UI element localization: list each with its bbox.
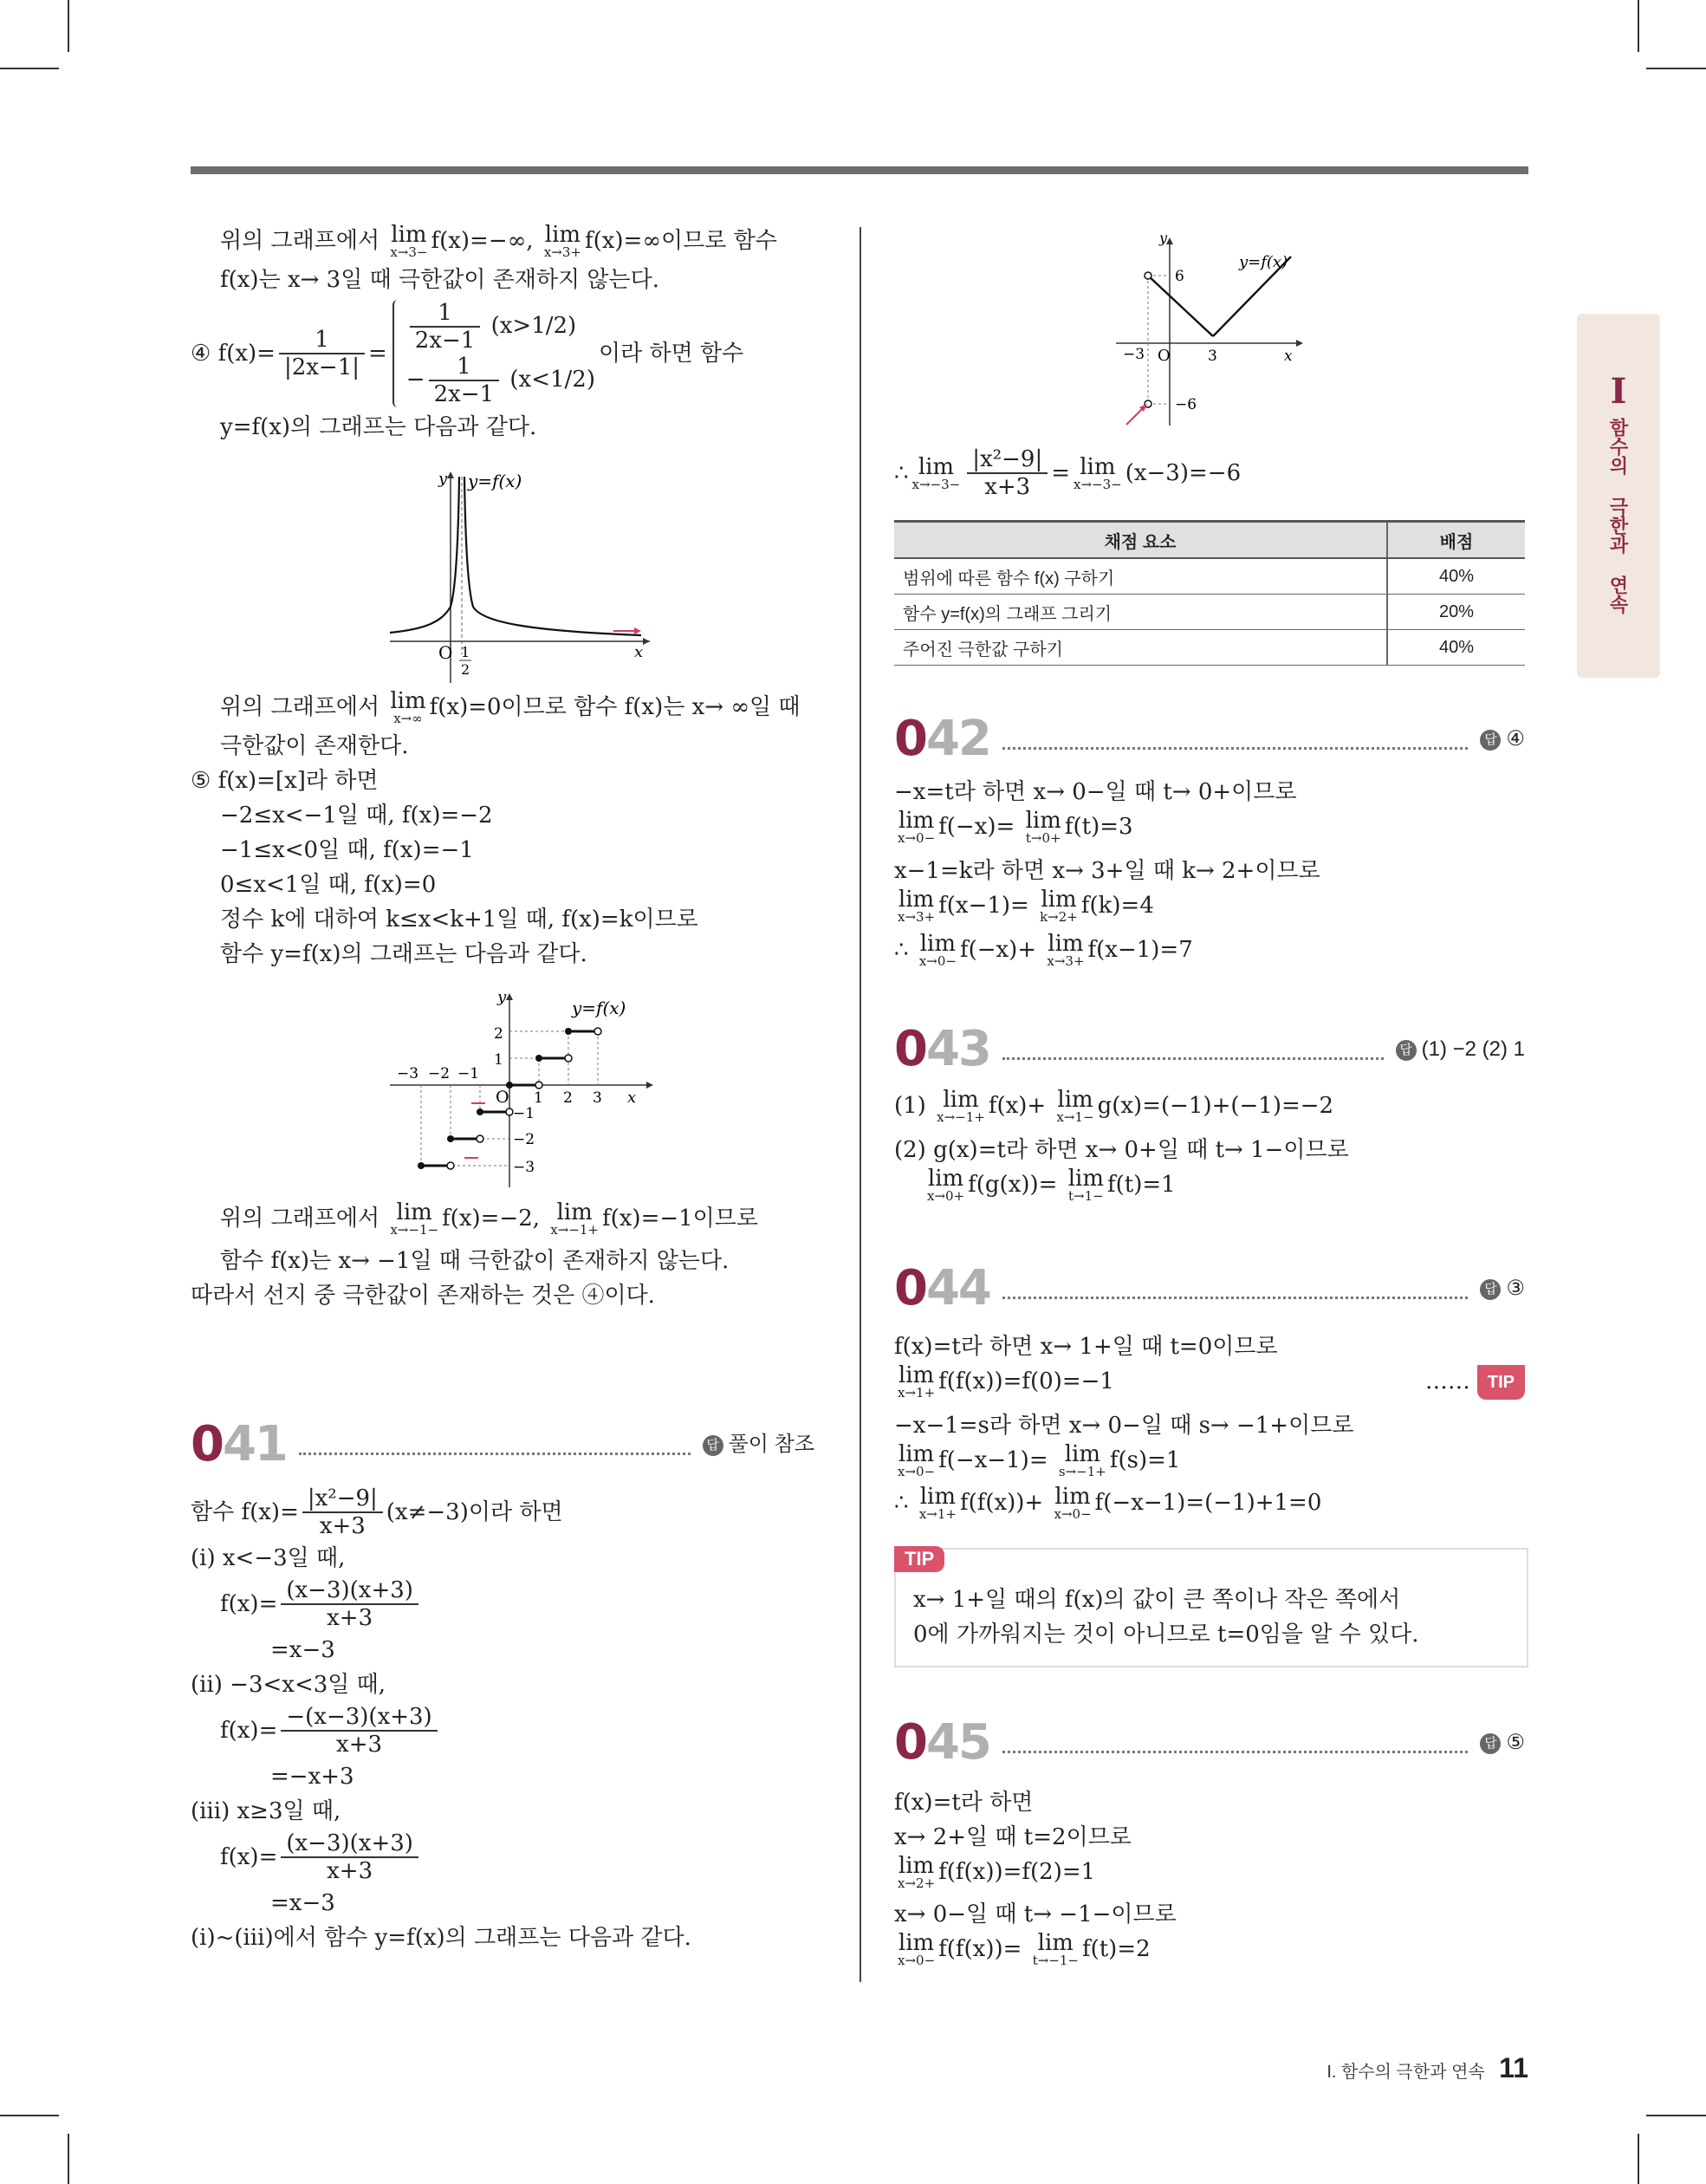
text-line: =x−3 [270,1637,335,1663]
ytick: 6 [1175,268,1184,285]
row-item: 범위에 따른 함수 f(x) 구하기 [894,558,1387,595]
problem-041 [191,1414,814,1955]
tip-content [913,1583,1511,1652]
text-line: (ⅱ) −3<x<3일 때, [191,1672,386,1698]
x-axis-arrow [1296,340,1303,347]
text-line: lim x→0+ f(g(x))= lim t→1− f(t)=1 [927,1166,1176,1204]
xtick: 3 [593,1089,602,1107]
leader-dots [1002,1751,1469,1753]
crop-mark [1646,2115,1706,2116]
text-line: f(x)= $\frac{-(x-3)(x+3)}{x+3}$ [191,1702,814,1759]
curve-left [390,477,459,633]
text-line: x→ 1+일 때의 f(x)의 값이 큰 쪽이나 작은 쪽에서 [913,1587,1401,1613]
guides [1148,276,1170,404]
text-line: ⑤ f(x)=[x]라 하면 [191,768,379,794]
xtick: 1 [534,1089,543,1107]
text-line: lim x→1+ f(f(x))=f(0)=−1 …… TIP [894,1364,1525,1400]
problem-header [894,709,1525,770]
y-label: y [438,470,448,488]
crop-mark [1638,2134,1639,2184]
ytick: 2 [494,1025,503,1043]
text-line: (2) g(x)=t라 하면 x→ 0+일 때 t→ 1−이므로 [894,1137,1349,1163]
answer: 답 ④ [1480,722,1525,757]
text-line: 위의 그래프에서 lim x→∞ f(x)=0이므로 함수 f(x)는 x→ ∞일 때 [220,688,801,726]
text-line: 0에 가까워지는 것이 아니므로 t=0임을 알 수 있다. [913,1622,1419,1648]
x-axis-arrow [646,1082,653,1089]
text-line: −x=t라 하면 x→ 0−일 때 t→ 0+이므로 [894,779,1297,805]
y-axis-arrow [447,471,454,478]
text-line: f(x)=t라 하면 x→ 1+일 때 t=0이므로 [894,1334,1278,1360]
text-line: −2≤x<−1일 때, f(x)=−2 [220,803,493,829]
text-line: lim x→0− f(−x−1)= lim s→−1+ f(s)=1 [898,1441,1181,1479]
top-rule [191,166,1528,174]
chapter-side-tab [1577,314,1660,678]
text-line: lim x→0− f(−x)= lim t→0+ f(t)=3 [898,808,1133,846]
answer-icon: 답 [1480,1733,1501,1754]
x-label: x [1284,348,1293,365]
x-label: x [634,643,644,661]
curve-right [464,477,641,635]
problem-number: 044 [894,1260,990,1316]
xtick: 3 [1208,348,1217,365]
y-axis-arrow [506,993,513,1000]
text-line: f(x)는 x→ 3일 때 극한값이 존재하지 않는다. [220,267,660,293]
text-line: 따라서 선지 중 극한값이 존재하는 것은 ④이다. [191,1283,655,1309]
table-row [894,630,1525,666]
chapter-roman: I [1610,371,1627,412]
curve-label: y=f(x) [468,471,522,491]
chapter-title-vertical: 함수의 극한과 연속 [1607,418,1629,614]
item-4: ④ f(x)= $\frac{1}{|2x-1|}$ = $\frac{1}{2x-1}$ (x>1/2) − $\frac{1}{2x-1}$ (x<1/2) 이라 하면 함수 [191,300,744,407]
answer: 답 (1) −2 (2) 1 [1396,1032,1525,1067]
scoring-table [894,520,1525,666]
half-num: 1 [461,644,470,660]
text-line: x−1=k라 하면 x→ 3+일 때 k→ 2+이므로 [894,858,1320,884]
text-line: =x−3 [270,1890,335,1916]
problem-header [894,1019,1525,1080]
answer: 답 ③ [1480,1271,1525,1306]
text-line: ∴ lim x→1+ f(f(x))+ lim x→0− f(−x−1)=(−1)+1=0 [894,1484,1322,1522]
xtick: −1 [457,1065,480,1082]
curve-label: y=f(x) [572,998,626,1018]
text-line: −x−1=s라 하면 x→ 0−일 때 s→ −1+이므로 [894,1413,1354,1439]
problem-header [191,1414,814,1475]
limit-arrowhead [634,627,641,634]
text-line: 위의 그래프에서 lim x→−1− f(x)=−2, lim x→−1+ f(x)=−1이므로 [220,1199,759,1238]
text-line: f(x)=t라 하면 [894,1790,1034,1816]
text-line: y=f(x)의 그래프는 다음과 같다. [220,414,537,440]
text-line: x→ 0−일 때 t→ −1−이므로 [894,1901,1177,1927]
row-item: 주어진 극한값 구하기 [894,630,1387,666]
ytick: −6 [1175,396,1197,413]
problem-header [894,1713,1525,1773]
text-line: 정수 k에 대하여 k≤x<k+1일 때, f(x)=k이므로 [220,907,698,933]
problem-number: 045 [894,1714,990,1771]
crop-mark [0,68,59,69]
answer: 답 ⑤ [1480,1726,1525,1760]
column-divider [859,227,861,1982]
problem-number: 041 [191,1416,287,1472]
text-line: −1≤x<0일 때, f(x)=−1 [220,837,474,863]
p041-conclusion [894,445,1518,501]
text-line: lim x→2+ f(f(x))=f(2)=1 [898,1853,1096,1891]
problem-044 [894,1258,1525,1521]
crop-mark [1646,68,1706,69]
text-line: (ⅰ)~(ⅲ)에서 함수 y=f(x)의 그래프는 다음과 같다. [191,1925,691,1951]
leader-dots [1002,1057,1384,1060]
x-label: x [627,1089,637,1107]
crop-mark [68,2134,69,2184]
problem-number: 042 [894,711,990,767]
page-footer [1327,2052,1528,2084]
origin-label: O [496,1088,509,1107]
text-line: 0≤x<1일 때, f(x)=0 [220,872,437,898]
text-line: ∴ lim x→−3− $\frac{\text{|x²−9|}}{x+3}$ = lim x→−3− (x−3)=−6 [894,446,1242,500]
tip-badge: TIP [1477,1365,1525,1400]
row-point: 40% [1387,558,1525,595]
text-line: (1) lim x→−1+ f(x)+ lim x→1− g(x)=(−1)+(−1)=−2 [894,1087,1334,1125]
problem-header [894,1258,1525,1319]
table-header [894,522,1525,559]
problem-045 [894,1713,1525,1967]
xtick: −2 [428,1065,451,1082]
y-label: y [497,988,507,1006]
crop-mark [1638,0,1639,52]
limit-arrow [1126,407,1144,425]
answer-icon: 답 [703,1435,723,1456]
ytick: 1 [494,1051,503,1069]
page-number: 11 [1499,2052,1528,2083]
left-column [191,224,832,445]
text-line: lim x→3+ f(x−1)= lim k→2+ f(k)=4 [898,887,1154,925]
row-point: 40% [1387,630,1525,666]
text-line: 함수 f(x)= $\frac{\text{|x²−9|}}{x+3}$ (x≠−3)이라 하면 [191,1485,563,1539]
x-axis-arrow [643,638,650,645]
text-line: (ⅰ) x<−3일 때, [191,1545,346,1571]
text-line: (ⅲ) x≥3일 때, [191,1798,341,1824]
xtick: −3 [397,1065,419,1082]
origin-label: O [1158,347,1171,365]
text-line: x→ 2+일 때 t=2이므로 [894,1824,1132,1850]
left-column-2 [191,690,832,972]
graph-041 [1109,231,1317,430]
problem-number: 043 [894,1021,990,1077]
graph-floor [381,988,667,1196]
y-axis-arrow [1166,237,1173,244]
row-item: 함수 y=f(x)의 그래프 그리기 [894,595,1387,630]
problem-043 [894,1019,1525,1203]
answer-icon: 답 [1480,1279,1501,1300]
text-line: 극한값이 존재한다. [220,733,409,759]
text-line: lim x→0− f(f(x))= lim t→−1− f(t)=2 [898,1930,1151,1968]
curve-label: y=f(x) [1239,253,1288,271]
text-line: f(x)= $\frac{(x-3)(x+3)}{x+3}$ [191,1829,814,1886]
row-point: 20% [1387,595,1525,630]
text-line: f(x)= $\frac{(x-3)(x+3)}{x+3}$ [191,1576,814,1633]
footer-title: I. 함수의 극한과 연속 [1327,2063,1485,2082]
answer: 답 풀이 참조 [703,1427,814,1462]
y-label: y [1159,231,1168,246]
crop-mark [0,2115,59,2116]
half-den: 2 [461,661,470,678]
table-row [894,595,1525,630]
tip-label: TIP [894,1546,944,1572]
leader-dots [1002,1297,1469,1299]
problem-042 [894,709,1525,968]
table-row [894,558,1525,595]
text-line: 함수 f(x)는 x→ −1일 때 극한값이 존재하지 않는다. [220,1248,730,1274]
ytick: −2 [513,1131,535,1148]
graph-reciprocal-abs [381,468,658,685]
xtick: 2 [563,1089,573,1107]
left-column-3 [191,1201,832,1313]
header-item: 채점 요소 [894,522,1387,559]
crop-mark [68,0,69,52]
text-line: ∴ lim x→0− f(−x)+ lim x→3+ f(x−1)=7 [894,931,1193,969]
open-point-top [1145,272,1151,279]
origin-label: O [438,642,453,663]
header-point: 배점 [1387,522,1525,559]
text-line: =−x+3 [270,1764,354,1790]
ytick: −3 [513,1159,535,1176]
answer-icon: 답 [1480,730,1501,751]
text-line: 위의 그래프에서 lim x→3− f(x)=−∞, lim x→3+ f(x)=∞이므로 함수 [220,222,777,260]
leader-dots [299,1453,691,1455]
answer-icon: 답 [1396,1040,1417,1061]
xtick: −3 [1123,346,1145,363]
ytick: −1 [513,1105,535,1122]
text-line: 함수 y=f(x)의 그래프는 다음과 같다. [220,941,587,967]
leader-dots [1002,747,1469,750]
